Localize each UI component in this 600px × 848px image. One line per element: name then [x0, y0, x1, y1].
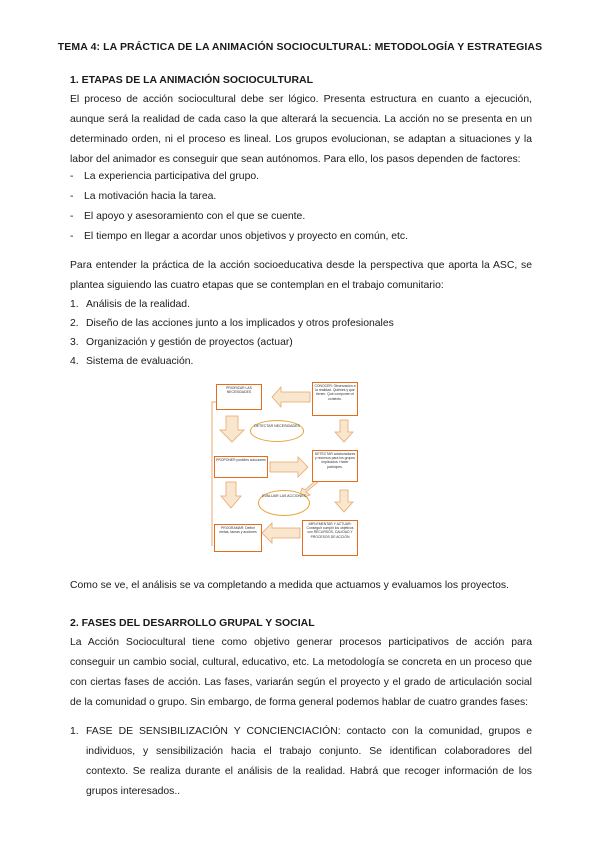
- paragraph-line: de la comunidad o grupo. Sin embargo, de forma general podemos hablar de cuatro grandes fases:: [70, 697, 529, 708]
- box-proponer: PROPONER posibles soluciones: [214, 456, 268, 478]
- factor-text: La motivación hacia la tarea.: [84, 191, 217, 202]
- paragraph-line: plantea siguiendo las cuatro etapas que se contemplan en el trabajo comunitario:: [70, 280, 444, 291]
- box-implementar: IMPLEMENTAR Y ACTUAR: Conseguir cumplir los objetivos con RECURSOS, CALIDAD Y PROCESOS DE ACCIÓN: [302, 520, 358, 556]
- arrow-down-left-lower: [221, 482, 241, 508]
- paragraph-line: El proceso de acción sociocultural debe ser lógico. Presenta estructura en cuanto a ejecución,: [70, 94, 532, 105]
- factor-item: [70, 207, 532, 227]
- process-diagram: [206, 378, 358, 560]
- stage-number: 1.: [70, 299, 79, 310]
- stage-number: 2.: [70, 318, 79, 329]
- phase-text: [86, 722, 532, 802]
- box-programar: PROGRAMAR: Definir metas, tareas y acciones: [214, 524, 262, 552]
- oval-evaluar-acciones: EVALUAR LAS ACCIONES: [258, 490, 310, 516]
- stage-number: 3.: [70, 337, 79, 348]
- phase-line: individuos, y sensibilización hacia el trabajo conjunto. Se identifican colaboradores del: [86, 746, 532, 757]
- stage-item: [70, 314, 532, 334]
- factor-text: El tiempo en llegar a acordar unos objetivos y proyecto en común, etc.: [84, 231, 409, 242]
- arrow-down-right-lower: [335, 490, 353, 512]
- page-title: TEMA 4: LA PRÁCTICA DE LA ANIMACIÓN SOCIOCULTURAL: METODOLOGÍA Y ESTRATEGIAS: [57, 41, 543, 53]
- arrow-right-middle: [270, 457, 308, 477]
- paragraph-line: aunque será la realidad de cada caso la que alterará la secuencia. La acción no se presenta en un: [70, 114, 532, 125]
- factor-item: [70, 187, 532, 207]
- section-2-heading: 2. FASES DEL DESARROLLO GRUPAL Y SOCIAL: [70, 617, 315, 629]
- stage-text: Análisis de la realidad.: [86, 299, 190, 310]
- box-priorizar: PRIORIZAR LAS NECESIDADES: [216, 384, 262, 410]
- box-conocer: CONOCER: Observación a la realidad. Quiénes y que tienen. Qué componen el contexto.: [312, 382, 358, 416]
- stage-text: Organización y gestión de proyectos (actuar): [86, 337, 293, 348]
- factor-item: [70, 167, 532, 187]
- section-1-paragraph: [70, 90, 532, 170]
- paragraph-line: Para entender la práctica de la acción socioeducativa desde la perspectiva que aporta la ASC, se: [70, 260, 532, 271]
- paragraph-line: con ciertas fases de acción. Las fases, variarán según el proyecto y el grado de articulación social: [70, 677, 532, 688]
- stage-number: 4.: [70, 356, 79, 367]
- section-2-paragraph: [70, 633, 532, 713]
- arrow-left-bottom: [262, 523, 300, 543]
- factor-text: El apoyo y asesoramiento con el que se cuente.: [84, 211, 306, 222]
- diagram-conclusion: Como se ve, el análisis se va completando a medida que actuamos y evaluamos los proyectos.: [70, 580, 509, 591]
- stage-item: [70, 352, 532, 372]
- phase-line: FASE DE SENSIBILIZACIÓN Y CONCIENCIACIÓN: contacto con la comunidad, grupos e: [86, 726, 532, 737]
- stages-intro-paragraph: [70, 256, 532, 296]
- factor-text: La experiencia participativa del grupo.: [84, 171, 260, 182]
- phase-item: [70, 722, 532, 802]
- paragraph-line: determinado orden, ni el proceso es lineal. Los grupos evolucionan, se adaptan a situaciones y la: [70, 134, 532, 145]
- arrow-left-top: [272, 387, 310, 407]
- bullet-marker: -: [70, 191, 74, 202]
- oval-detectar-necesidades: DETECTAR NECESIDADES: [250, 420, 304, 442]
- paragraph-line: La Acción Sociocultural tiene como objetivo generar procesos participativos de acción para: [70, 637, 532, 648]
- paragraph-line: conseguir un cambio social, cultural, educativo, etc. La metodología se concreta en un proceso que: [70, 657, 532, 668]
- factor-item: [70, 227, 532, 247]
- bullet-marker: -: [70, 231, 74, 242]
- phase-line: contexto. Se realiza durante el análisis de la realidad. Habrá que recoger información de los: [86, 766, 532, 777]
- arrow-down-right: [335, 420, 353, 442]
- bullet-marker: -: [70, 171, 74, 182]
- bullet-marker: -: [70, 211, 74, 222]
- box-detectar-colaboradores: DETECTAR colaboradores y recursos para los grupos implicados. Hacer partícipes.: [312, 450, 358, 482]
- paragraph-line: labor del animador es conseguir que sean autónomos. Para ello, los pasos dependen de factores:: [70, 154, 521, 165]
- stage-text: Diseño de las acciones junto a los implicados y otros profesionales: [86, 318, 394, 329]
- phase-line: grupos interesados..: [86, 786, 181, 797]
- stage-item: [70, 333, 532, 353]
- phase-number: 1.: [70, 726, 79, 737]
- section-1-heading: 1. ETAPAS DE LA ANIMACIÓN SOCIOCULTURAL: [70, 74, 314, 86]
- arrow-down-left: [220, 416, 244, 442]
- stage-item: [70, 295, 532, 315]
- stage-text: Sistema de evaluación.: [86, 356, 194, 367]
